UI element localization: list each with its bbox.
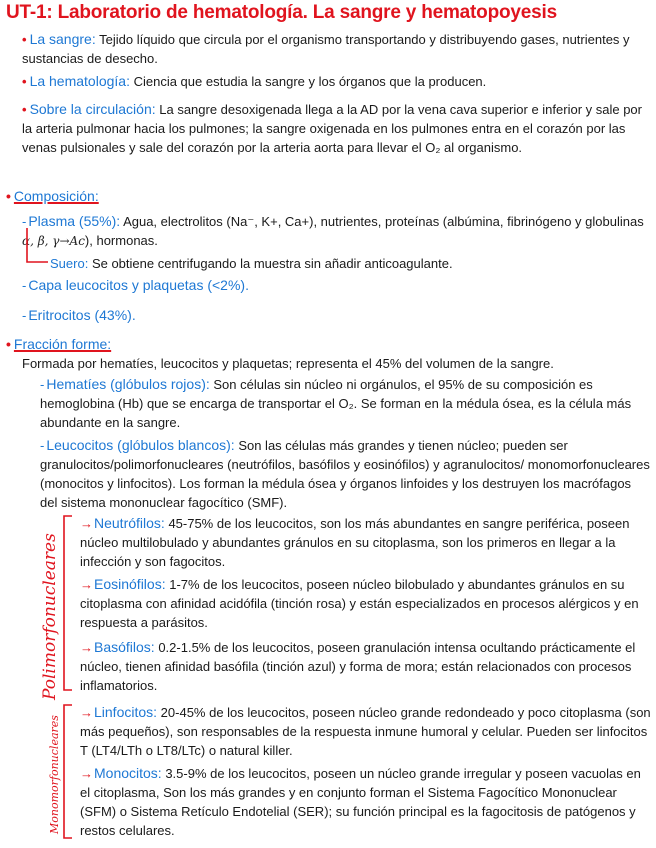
eosinofilos-term: Eosinófilos: (94, 576, 166, 592)
monocitos-term: Monocitos: (94, 765, 162, 781)
monomorfonucleares-label: Monomorfonucleares (48, 715, 61, 834)
hematologia-text: Ciencia que estudia la sangre y los órganos que la producen. (133, 74, 487, 89)
hematologia-item (22, 72, 644, 91)
arrow-icon: → (80, 516, 93, 531)
dash-icon: - (22, 278, 27, 293)
arrow-icon: → (80, 766, 93, 781)
eosinofilos-text: 1-7% de los leucocitos, poseen núcleo bilobulado y abundantes gránulos en su citoplasma con afinidad acidófila (tinción rosa) y están especializados en procesos alérgicos y en respuesta a parásitos. (80, 577, 639, 630)
basofilos-text: 0.2-1.5% de los leucocitos, poseen granulación intensa ocultando prácticamente el núcleo, tienen afinidad basófila (tinción azul) y forma de mora; están relacionados con procesos inflamatorios. (80, 640, 636, 693)
plasma-text-2: ), hormonas. (84, 233, 158, 248)
eritrocitos-item (22, 306, 136, 325)
monocitos-item (80, 764, 652, 840)
circulacion-item (22, 100, 652, 157)
bullet-icon: • (22, 74, 27, 89)
neutrofilos-text: 45-75% de los leucocitos, son los más abundantes en sangre periférica, poseen núcleo multilobulado y abundantes gránulos en su citoplasma, son los primeros en llegar a la infección y son fagocitos. (80, 516, 630, 569)
eritrocitos-term: Eritrocitos (43%). (28, 307, 136, 323)
arrow-icon: → (80, 705, 93, 720)
dash-icon: - (40, 377, 45, 392)
arrow-icon: → (80, 640, 93, 655)
suero-item (50, 254, 650, 273)
plasma-greek-note: α, β, γ→Ac (22, 234, 85, 248)
neutrofilos-term: Neutrófilos: (94, 515, 165, 531)
linfocitos-item (80, 703, 652, 760)
monocitos-text: 3.5-9% de los leucocitos, poseen un núcleo grande irregular y poseen vacuolas en el citoplasma, Son los más grandes y en conjunto forman el Sistema Fagocítico Mononuclear (SFM) o Sistema Retículo Endotelial (SER); su función principal es la fagocitosis de patógenos y restos celulares. (80, 766, 641, 838)
neutrofilos-item (80, 514, 652, 571)
polimorfonucleares-bracket (64, 516, 72, 690)
polimorfonucleares-label: Polimorfonucleares (40, 533, 60, 700)
hematologia-term: La hematología: (29, 73, 130, 89)
composicion-heading: • Composición: (6, 188, 99, 204)
eosinofilos-item (80, 575, 652, 632)
sangre-text: Tejido líquido que circula por el organismo transportando y distribuyendo gases, nutrientes y sustancias de desecho. (22, 32, 630, 66)
bullet-icon: • (22, 32, 27, 47)
fraccion-heading: • Fracción forme: (6, 336, 112, 352)
hematies-term: Hematíes (glóbulos rojos): (46, 376, 210, 392)
circulacion-term: Sobre la circulación: (29, 101, 156, 117)
basofilos-item (80, 638, 652, 695)
capa-item (22, 276, 249, 295)
basofilos-term: Basófilos: (94, 639, 155, 655)
hematies-item (40, 375, 652, 432)
arrow-icon: → (80, 577, 93, 592)
sangre-item (22, 30, 644, 68)
suero-text: Se obtiene centrifugando la muestra sin añadir anticoagulante. (91, 256, 453, 271)
sangre-term: La sangre: (29, 31, 96, 47)
capa-term: Capa leucocitos y plaquetas (<2%). (28, 277, 249, 293)
leucocitos-text: Son las células más grandes y tienen núcleo; pueden ser granulocitos/polimorfonucleares (neutrófilos, basófilos y eosinófilos) y agranulocitos/ monomorfonucleares (monocitos y linfocitos). Los forman la médula ósea y órganos linfoides y los destruyen los macrófagos del sistema mononuclear fagocítico (SMF). (40, 438, 650, 510)
fraccion-intro: Formada por hematíes, leucocitos y plaquetas; representa el 45% del volumen de la sangre. (22, 356, 554, 371)
bullet-icon: • (6, 336, 11, 352)
bullet-icon: • (22, 102, 27, 117)
circulacion-text: La sangre desoxigenada llega a la AD por la vena cava superior e inferior y sale por la arteria pulmonar hacia los pulmones; la sangre oxigenada en los pulmones entra en el corazón por las venas pulsionales y sale del corazón por la arteria aorta para llevar el O₂ al organismo. (22, 102, 642, 155)
dash-icon: - (22, 308, 27, 323)
linfocitos-term: Linfocitos: (94, 704, 158, 720)
page-title: UT-1: Laboratorio de hematología. La sangre y hematopoyesis (6, 2, 557, 23)
plasma-text-1: Agua, electrolitos (Na⁻, K+, Ca+), nutrientes, proteínas (albúmina, fibrinógeno y globulinas (123, 214, 644, 229)
dash-icon: - (22, 214, 27, 229)
plasma-item (22, 212, 652, 251)
bullet-icon: • (6, 188, 11, 204)
suero-term: Suero: (50, 256, 89, 271)
hematies-text: Son células sin núcleo ni orgánulos, el 95% de su composición es hemoglobina (Hb) que se encarga de transportar el O₂. Se forman en la médula ósea, es la célula más abundante en la sangre. (40, 377, 632, 430)
dash-icon: - (40, 438, 45, 453)
leucocitos-item (40, 436, 652, 512)
monomorfonucleares-bracket (64, 705, 72, 838)
leucocitos-term: Leucocitos (glóbulos blancos): (46, 437, 235, 453)
plasma-term: Plasma (55%): (28, 213, 121, 229)
linfocitos-text: 20-45% de los leucocitos, poseen núcleo grande redondeado y poco citoplasma (son más pequeños), son responsables de la respuesta inmune humoral y celular. Pueden ser linfocitos T (LT4/LTh o LT8/LTc) o natural killer. (80, 705, 651, 758)
